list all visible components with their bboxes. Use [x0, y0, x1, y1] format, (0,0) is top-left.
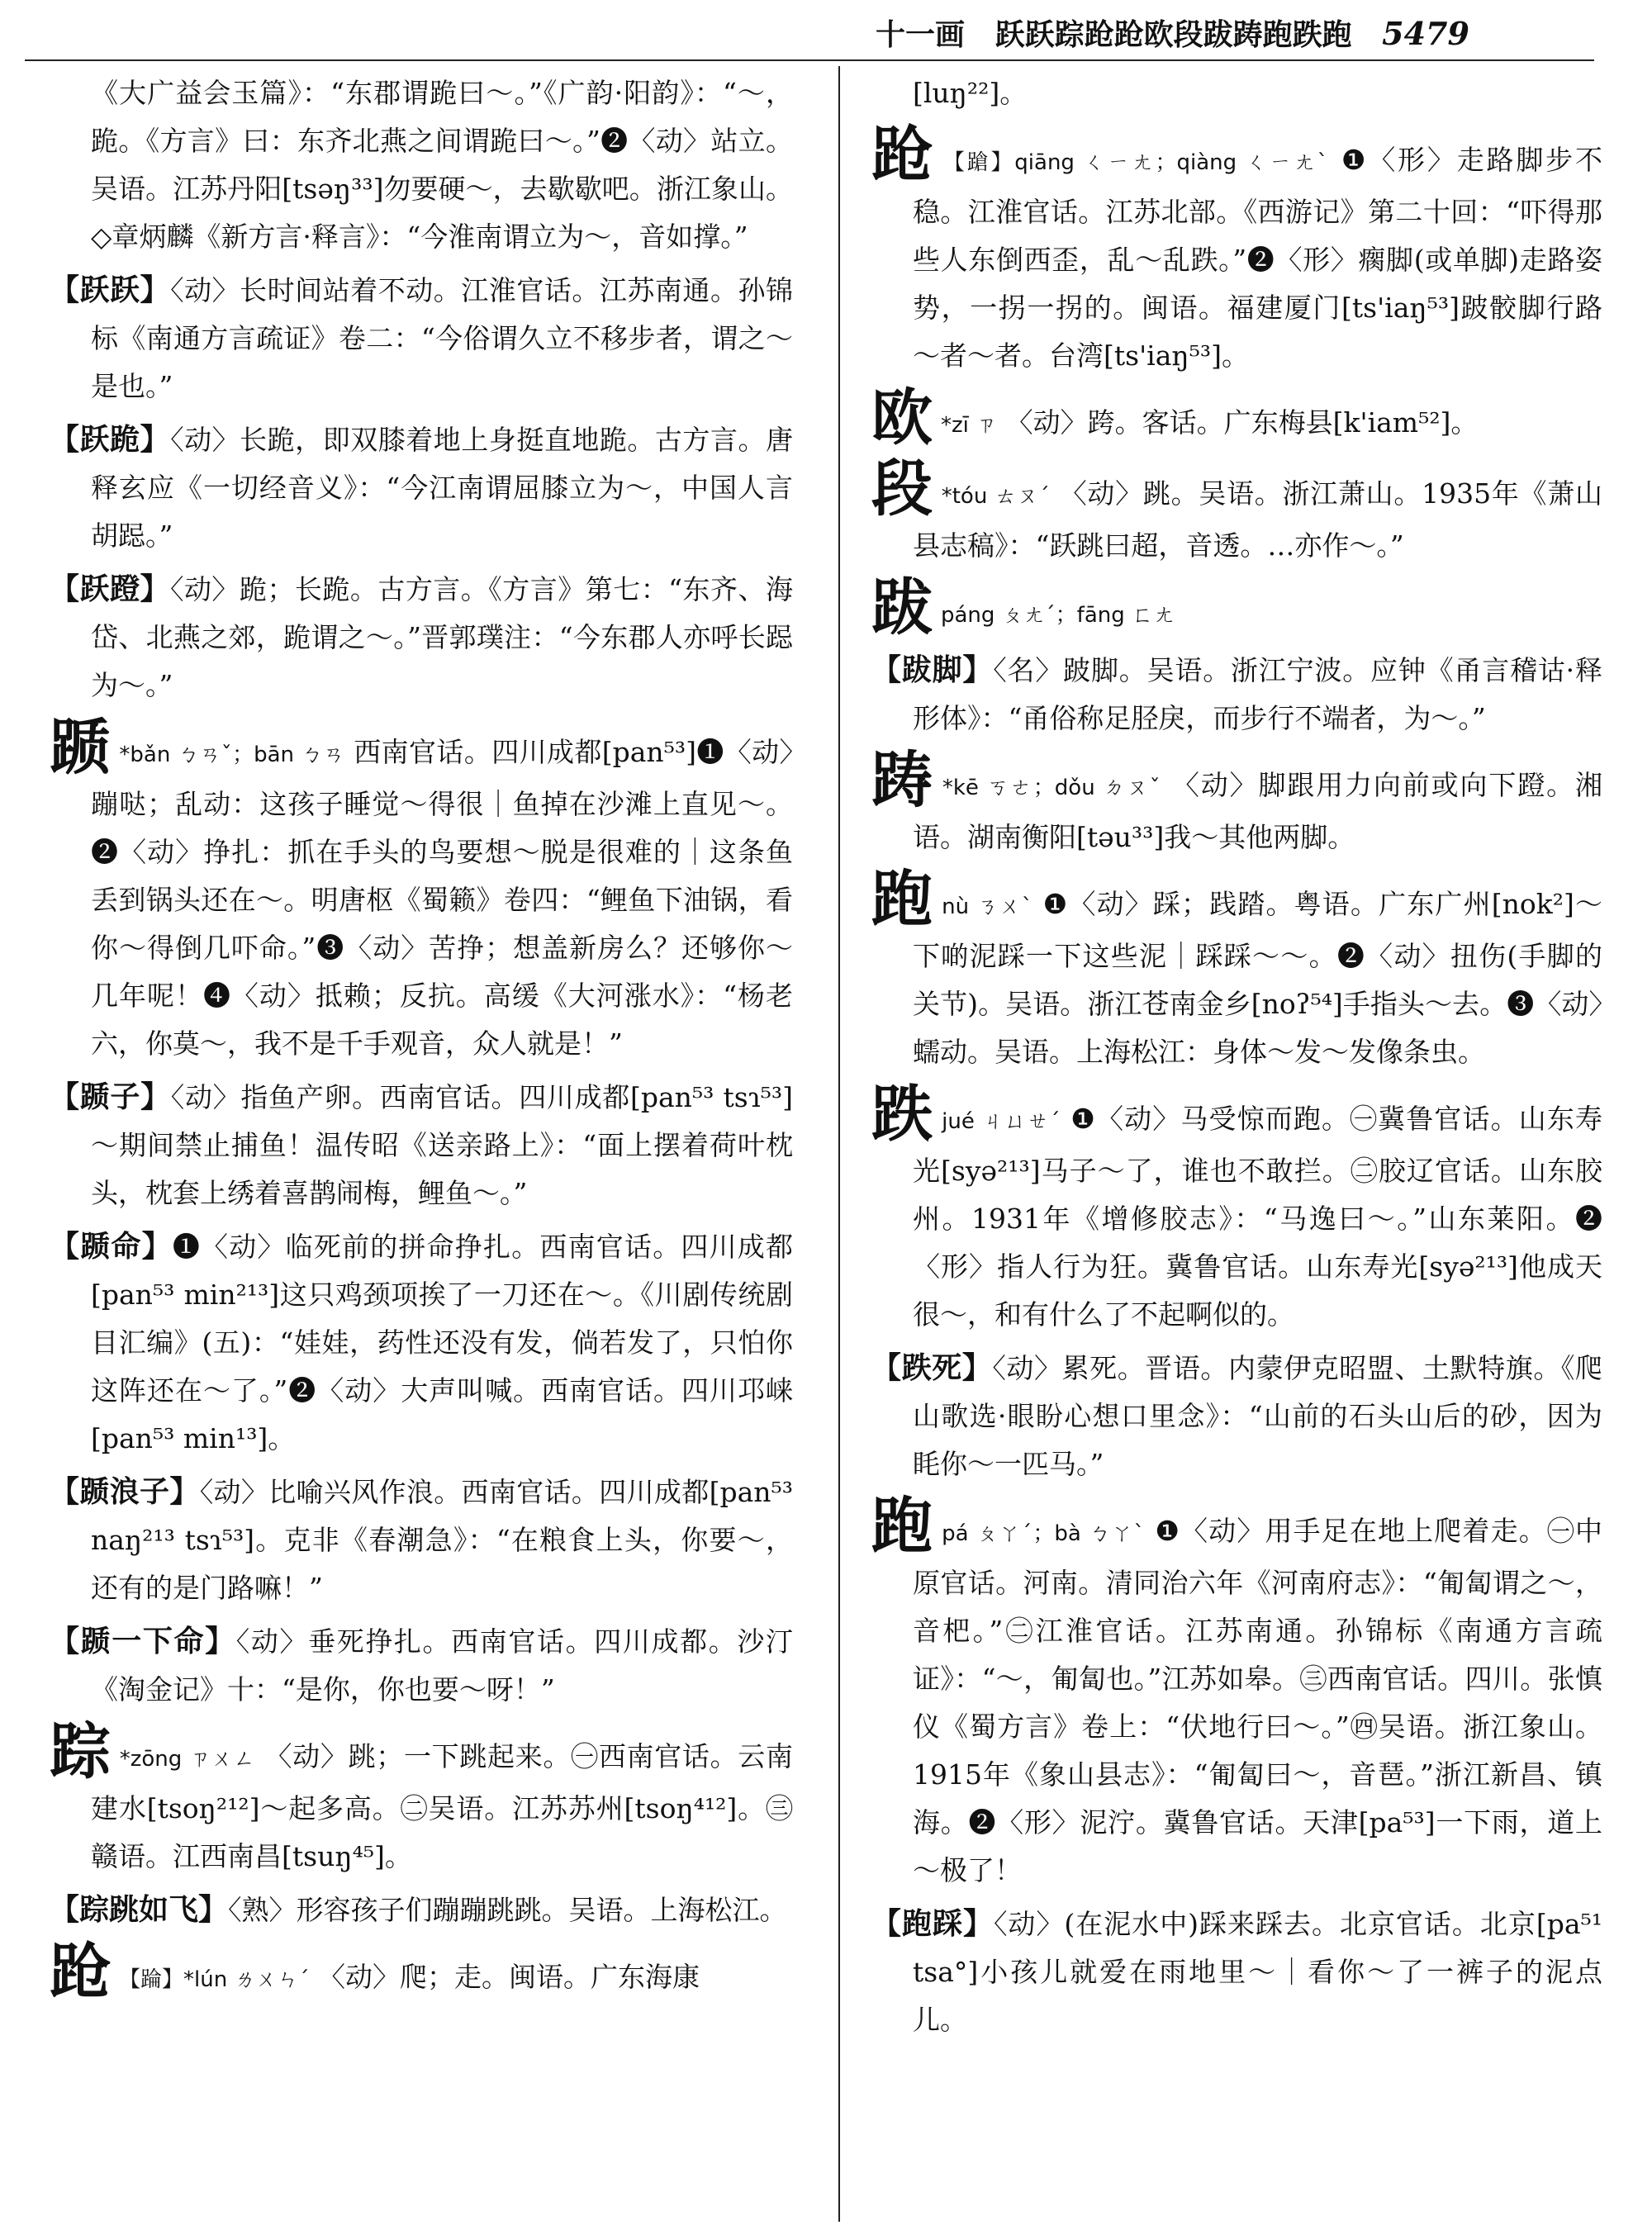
compound-headword: 【踬命】: [50, 1229, 173, 1264]
definition-text: 〈动〉脚跟用力向前或向下蹬。湘语。湖南衡阳[təu³³]我～其他两脚。: [913, 769, 1603, 853]
compound-headword: 【踬子】: [50, 1079, 171, 1114]
definition-text: 〈动〉长跪，即双膝着地上身挺直地跪。古方言。唐释玄应《一切经音义》：“今江南谓屈膝立为～，中国人言胡跽。”: [91, 424, 793, 552]
char-entry: [50, 1937, 793, 2008]
definition-text: 《大广益会玉篇》：“东郡谓跪曰～。”《广韵·阳韵》：“～，跪。《方言》曰：东齐北燕之间谓跪曰～。”❷〈动〉站立。吴语。江苏丹阳[tsəŋ³³]勿要硬～，去歇歇吧。浙江象山。◇章炳麟《新方言·释言》：“今淮南谓立为～，音如撑。”: [91, 77, 793, 253]
compound-headword: 【跑踩】: [871, 1906, 994, 1941]
compound-entry: [50, 1886, 793, 1934]
char-entry: [871, 382, 1602, 453]
headword: 跌: [871, 1079, 934, 1150]
pronunciation: *zōng ㄗㄨㄥ: [119, 1747, 256, 1772]
pronunciation: jué ㄐㄩㄝˊ: [942, 1109, 1061, 1134]
definition-text: 〈动〉跳。吴语。浙江萧山。1935年《萧山县志稿》：“跃跳曰超，音透。…亦作～。”: [913, 477, 1602, 562]
headword: 跑: [871, 864, 934, 935]
definition-text: 〈熟〉形容孩子们蹦蹦跳跳。吴语。上海松江。: [228, 1894, 787, 1926]
compound-entry: [50, 1617, 793, 1714]
headword: 欧: [871, 382, 933, 453]
definition-text: 〈动〉爬；走。闽语。广东海康: [317, 1961, 700, 1993]
compound-entry: [50, 1222, 793, 1463]
pronunciation: pá ㄆㄚˊ；bà ㄅㄚˋ: [942, 1521, 1146, 1546]
char-entry: [871, 1081, 1602, 1339]
compound-headword: 【踬一下命】: [50, 1624, 236, 1658]
definition-text: 〈动〉跳；一下跳起来。㊀西南官话。云南建水[tsoŋ²¹²]～起多高。㊁吴语。江苏苏州[tsoŋ⁴¹²]。㊂赣语。江西南昌[tsuŋ⁴⁵]。: [91, 1740, 793, 1872]
headword: 踌: [871, 745, 934, 816]
pronunciation: 【踚】*lún ㄌㄨㄣˊ: [119, 1967, 310, 1992]
char-entry: [50, 714, 793, 1068]
headword: 跑: [871, 1491, 934, 1562]
left-column: [50, 69, 793, 2010]
page-header: [876, 10, 1602, 58]
definition-text: 〈动〉长时间站着不动。江淮官话。江苏南通。孙锦标《南通方言疏证》卷二：“今俗谓久立不移步者，谓之～是也。”: [91, 274, 793, 402]
header-rule: [25, 59, 1594, 61]
definition-text: 〈动〉累死。晋语。内蒙伊克昭盟、土默特旗。《爬山歌选·眼盼心想口里念》：“山前的石头山后的砂，因为眊你～一匹马。”: [913, 1352, 1602, 1480]
definition-text: 〈名〉跛脚。吴语。浙江宁波。应钟《甬言稽诂·释形体》：“甬俗称足胫戾，而步行不端者，为～。”: [913, 654, 1602, 734]
headword: 踪: [50, 1716, 112, 1787]
compound-headword: 【踬浪子】: [50, 1474, 200, 1509]
definition-text: 〈动〉比喻兴风作浪。西南官话。四川成都[pan⁵³ naŋ²¹³ tsɿ⁵³]。克非《春潮急》：“在粮食上头，你要～，还有的是门路嘛！”: [91, 1476, 793, 1604]
pronunciation: *bǎn ㄅㄢˇ；bān ㄅㄢ: [119, 743, 345, 767]
compound-entry: [50, 1468, 793, 1612]
char-entry: [50, 1716, 793, 1881]
compound-headword: 【跃跪】: [50, 422, 171, 457]
definition-text: 〈动〉跨。客话。广东梅县[k'iam⁵²]。: [1005, 406, 1479, 439]
char-entry: [871, 572, 1602, 643]
pronunciation: 【蹌】qiāng ㄑㄧㄤ；qiàng ㄑㄧㄤˋ: [942, 150, 1331, 175]
definition-text: 〈动〉跪；长跪。古方言。《方言》第七：“东齐、海岱、北燕之郊，跪谓之～。”晋郭璞注：“今东郡人亦呼长跽为～。”: [91, 573, 793, 701]
char-entry: [871, 122, 1602, 380]
char-entry: [871, 866, 1602, 1076]
entry-continuation: [871, 69, 1602, 117]
char-entry: [871, 1493, 1602, 1895]
header-chars: 跃跃踪跄跄欧段跋踌跑跌跑: [995, 17, 1352, 52]
compound-headword: 【跌死】: [871, 1350, 993, 1385]
definition-text: ❶〈动〉马受惊而跑。㊀冀鲁官话。山东寿光[syə²¹³]马子～了，谁也不敢拦。㊁胶辽官话。山东胶州。1931年《增修胶志》：“马逸曰～。”山东莱阳。❷〈形〉指人行为狂。冀鲁官话。山东寿光[syə²¹³]他成天很～，和有什么了不起啊似的。: [913, 1103, 1602, 1331]
definition-text: [luŋ²²]。: [913, 77, 1028, 109]
pronunciation: nù ㄋㄨˋ: [942, 894, 1034, 919]
compound-headword: 【跋脚】: [871, 652, 994, 687]
pronunciation: *kē ㄎㄜ；dǒu ㄉㄡˇ: [942, 776, 1162, 800]
column-divider: [838, 66, 840, 2222]
page-number: 5479: [1382, 15, 1469, 52]
definition-text: ❶〈动〉用手足在地上爬着走。㊀中原官话。河南。清同治六年《河南府志》：“匍匐谓之～，音杷。”㊁江淮官话。江苏南通。孙锦标《南通方言疏证》：“～，匍匐也。”江苏如皋。㊂西南官话。四川。张慎仪《蜀方言》卷上：“伏地行曰～。”㊃吴语。浙江象山。1915年《象山县志》：“匍匐曰～，音琶。”浙江新昌、镇海。❷〈形〉泥泞。冀鲁官话。天津[pa⁵³]一下雨，道上～极了！: [913, 1515, 1602, 1886]
compound-headword: 【跃蹬】: [50, 572, 170, 606]
compound-entry: [50, 565, 793, 709]
compound-headword: 【踪跳如飞】: [50, 1892, 229, 1927]
compound-entry: [50, 1073, 793, 1217]
definition-text: 〈动〉垂死挣扎。西南官话。四川成都。沙汀《淘金记》十：“是你，你也要～呀！”: [91, 1625, 793, 1706]
headword: 踬: [50, 712, 112, 783]
pronunciation: *zī ㄗ: [941, 413, 998, 438]
pronunciation: *tóu ㄊㄡˊ: [941, 484, 1051, 509]
headword: 跋: [871, 572, 933, 643]
definition-text: ❶〈形〉走路脚步不稳。江淮官话。江苏北部。《西游记》第二十回：“吓得那些人东倒西歪，乱～乱跌。”❷〈形〉瘸脚(或单脚)走路姿势，一拐一拐的。闽语。福建厦门[ts'iaŋ⁵³]跛骹脚行路～者～者。台湾[ts'iaŋ⁵³]。: [913, 144, 1602, 372]
definition-text: 西南官话。四川成都[pan⁵³]❶〈动〉蹦哒；乱动：这孩子睡觉～得很｜鱼掉在沙滩上直见～。❷〈动〉挣扎：抓在手头的鸟要想～脱是很难的｜这条鱼丢到锅头还在～。明唐枢《蜀籁》卷四：“鲤鱼下油锅，看你～得倒几吓命。”❸〈动〉苦挣；想盖新房么？还够你～几年呢！❹〈动〉抵赖；反抗。高缓《大河涨水》：“杨老六，你莫～，我不是千手观音，众人就是！”: [91, 736, 793, 1060]
entry-continuation: [50, 69, 793, 261]
definition-text: ❶〈动〉踩；践踏。粤语。广东广州[nok²]～下啲泥踩一下这些泥｜踩踩～～。❷〈动〉扭伤(手脚的关节)。吴语。浙江苍南金乡[noʔ⁵⁴]手指头～去。❸〈动〉蠕动。吴语。上海松江：身体～发～发像条虫。: [913, 888, 1602, 1068]
definition-text: ❶〈动〉临死前的拼命挣扎。西南官话。四川成都[pan⁵³ min²¹³]这只鸡颈项挨了一刀还在～。《川剧传统剧目汇编》(五)：“娃娃，药性还没有发，倘若发了，只怕你这阵还在～了。”❷〈动〉大声叫喊。西南官话。四川邛崃[pan⁵³ min¹³]。: [91, 1231, 793, 1454]
definition-text: 〈动〉(在泥水中)踩来踩去。北京官话。北京[pa⁵¹ tsa°]小孩儿就爱在雨地里～｜看你～了一裤子的泥点儿。: [913, 1908, 1602, 2036]
compound-entry: [871, 646, 1602, 743]
pronunciation: páng ㄆㄤˊ；fāng ㄈㄤ: [941, 603, 1175, 628]
headword: 段: [871, 453, 933, 524]
headword: 跄: [871, 120, 935, 191]
right-column: [871, 69, 1602, 2049]
compound-headword: 【跃跃】: [50, 273, 171, 307]
compound-entry: [871, 1900, 1602, 2044]
stroke-section: 十一画: [876, 17, 966, 52]
char-entry: [871, 453, 1602, 570]
headword: 跄: [50, 1937, 111, 2008]
compound-entry: [871, 1344, 1602, 1488]
compound-entry: [50, 415, 793, 560]
definition-text: 〈动〉指鱼产卵。西南官话。四川成都[pan⁵³ tsɿ⁵³]～期间禁止捕鱼！温传昭《送亲路上》：“面上摆着荷叶枕头，枕套上绣着喜鹊闹梅，鲤鱼～。”: [91, 1081, 793, 1209]
compound-entry: [50, 266, 793, 410]
char-entry: [871, 747, 1602, 861]
